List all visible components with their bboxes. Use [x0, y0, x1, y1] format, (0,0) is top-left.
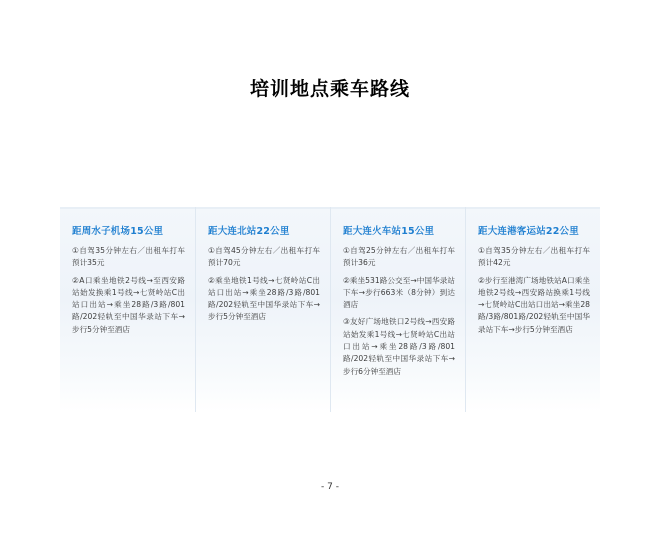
page-number: - 7 - — [321, 482, 339, 492]
route-column-airport — [60, 207, 195, 412]
route-column-port-terminal — [465, 207, 600, 412]
route-column-heading: 距大连港客运站22公里 — [478, 226, 579, 237]
route-item: ③友好广场地铁口2号线→西安路站始发乘1号线→七贤岭站C出站口出站→乘坐28路/3路/801路/202轻轨至中国华录站下车→步行6分钟至酒店 — [343, 317, 455, 376]
route-item: ①自驾35分钟左右／出租车打车预计42元 — [478, 246, 590, 268]
route-item: ①自驾45分钟左右／出租车打车预计70元 — [208, 246, 320, 268]
route-item: ②乘坐地铁1号线→七贤岭站C出站口出站→乘坐28路/3路/801路/202轻轨至中国华录站下车→步行5分钟至酒店 — [208, 275, 320, 322]
route-column-train-station — [330, 207, 465, 412]
page-title: 培训地点乘车路线 — [249, 78, 410, 100]
route-item: ②乘坐531路公交至→中国华录站下车→步行663米（8分钟）到达酒店 — [343, 275, 455, 310]
routes-columns — [60, 207, 600, 412]
route-item: ②A口乘坐地铁2号线→至西安路站始发换乘1号线→七贤岭站C出站口出站→乘坐28路/3路/801路/202轻轨至中国华录站下车→步行5分钟至酒店 — [72, 275, 185, 334]
route-column-north-station — [195, 207, 330, 412]
route-item: ①自驾35分钟左右／出租车打车预计35元 — [72, 246, 185, 268]
route-item: ①自驾25分钟左右／出租车打车预计36元 — [343, 246, 455, 268]
document-page — [0, 74, 660, 540]
route-column-heading: 距大连火车站15公里 — [343, 226, 435, 237]
route-column-heading: 距大连北站22公里 — [208, 226, 290, 237]
route-item: ②步行至港湾广场地铁站A口乘坐地铁2号线→西安路站换乘1号线→七贤岭站C出站口出站→乘坐28路/3路/801路/202轻轨至中国华录站下车→步行5分钟至酒店 — [478, 275, 590, 334]
route-column-heading: 距周水子机场15公里 — [72, 226, 164, 237]
